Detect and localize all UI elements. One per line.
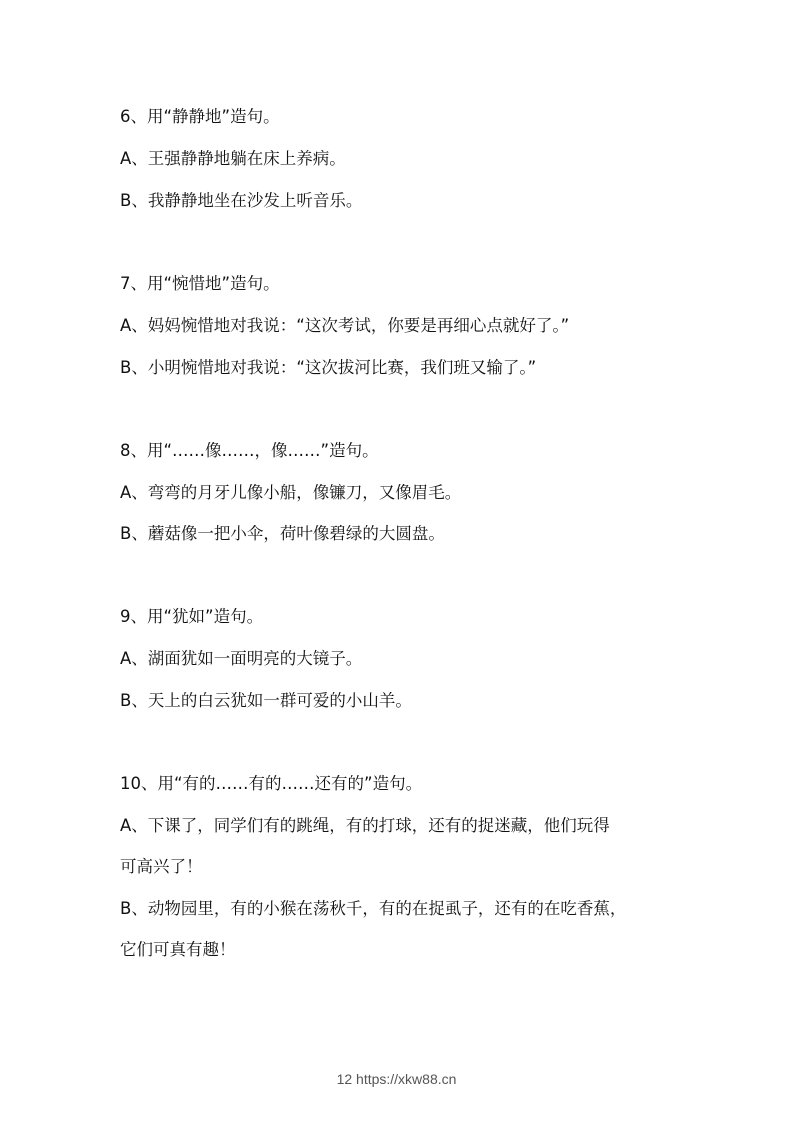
- question-10-answer-a-line-1: A、下课了，同学们有的跳绳，有的打球，还有的捉迷藏，他们玩得: [120, 816, 610, 835]
- question-8-answer-b: B、蘑菇像一把小伞，荷叶像碧绿的大圆盘。: [120, 524, 445, 543]
- question-8-answer-a: A、弯弯的月牙儿像小船，像镰刀，又像眉毛。: [120, 483, 462, 502]
- question-10-title: 10、用“有的……有的……还有的”造句。: [120, 774, 423, 793]
- question-9-answer-a: A、湖面犹如一面明亮的大镜子。: [120, 649, 363, 668]
- question-10-answer-b-line-1: B、动物园里，有的小猴在荡秋千，有的在捉虱子，还有的在吃香蕉，: [120, 899, 627, 918]
- question-9-answer-b: B、天上的白云犹如一群可爱的小山羊。: [120, 691, 412, 710]
- question-7-answer-b: B、小明惋惜地对我说：“这次拔河比赛，我们班又输了。”: [120, 358, 537, 377]
- question-6-answer-a: A、王强静静地躺在床上养病。: [120, 149, 346, 168]
- question-6-title: 6、用“静静地”造句。: [120, 107, 280, 126]
- question-10-answer-a-line-2: 可高兴了！: [120, 857, 203, 876]
- question-8-title: 8、用“……像……，像……”造句。: [120, 441, 379, 460]
- question-6-answer-b: B、我静静地坐在沙发上听音乐。: [120, 191, 363, 210]
- question-9-title: 9、用“犹如”造句。: [120, 607, 264, 626]
- question-10-answer-b-line-2: 它们可真有趣！: [120, 940, 236, 959]
- page-footer: 12 https://xkw88.cn: [336, 1071, 457, 1087]
- question-7-title: 7、用“惋惜地”造句。: [120, 274, 280, 293]
- question-7-answer-a: A、妈妈惋惜地对我说：“这次考试，你要是再细心点就好了。”: [120, 316, 570, 335]
